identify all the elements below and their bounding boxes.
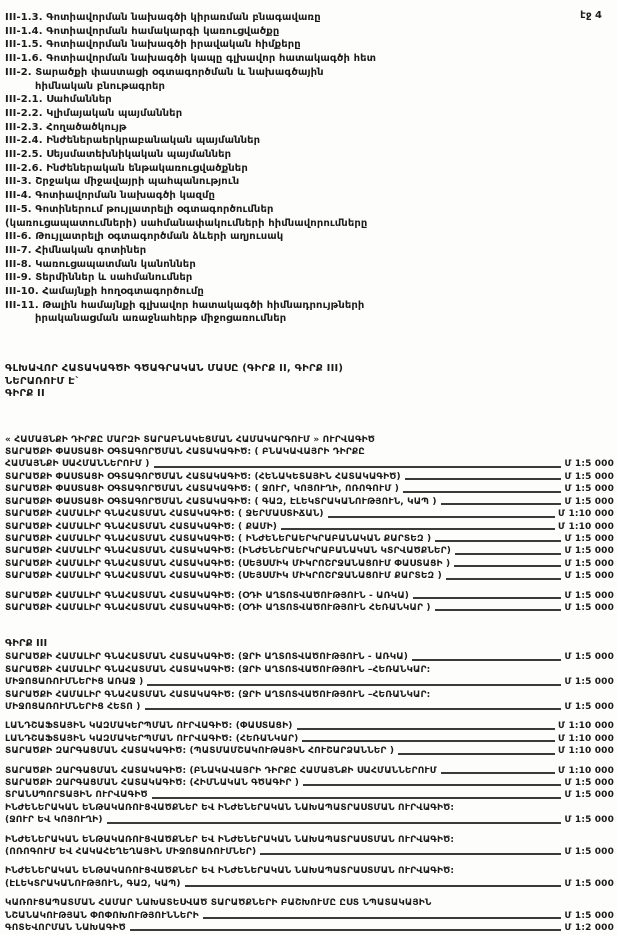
map-sheet-entry bbox=[5, 446, 614, 471]
map-sheet-title: ՏԱՐԱԾՔԻ ԶԱՐԳԱՑՄԱՆ ՀԱՏԱԿԱԳԻԾ: (ՊԱՏՄԱՄՇԱԿՈՒԹԱՅԻՆ ՀՈՒՇԱՐՁԱՆՆԵՐ ) bbox=[5, 746, 395, 757]
map-sheet-title: ՏԱՐԱԾՔԻ ՀԱՄԱԼԻՐ ԳՆԱՀԱՏՄԱՆ ՀԱՏԱԿԱԳԻԾ: (ՋՐԻ ԱՂՏՈՏՎԱԾՈՒԹՅՈՒՆ –ՀԵՌԱՆԿԱՐ: bbox=[5, 689, 431, 700]
table-of-contents bbox=[0, 0, 618, 326]
scale-label: Մ 1:5 000 bbox=[564, 471, 614, 482]
toc-line: (կառուցապատումների) սահմանափակումների հիմնավորումները bbox=[5, 217, 368, 229]
map-sheet-entry bbox=[5, 434, 614, 446]
scale-label: Մ 1:5 000 bbox=[564, 602, 614, 613]
scale-label: Մ 1:5 000 bbox=[564, 571, 614, 582]
book3-heading: ԳԻՐՔ III bbox=[5, 638, 48, 650]
toc-line: հիմնական բնութագրեր bbox=[35, 80, 166, 92]
toc-line: III-11. Թալին համայնքի գլխավոր հատակագծի հիմնադրույթների bbox=[5, 299, 365, 311]
map-sheet-title-continued: ՆՇԱՆԱԿՈՒԹՅԱՆ ՓՈՓՈԽՈՒԹՅՈՒՆՆԵՐԻ bbox=[5, 910, 199, 921]
toc-line: III-1.6. Գոտիավորման նախագծի կապը գլխավոր հատակագծի հետ bbox=[5, 53, 377, 65]
map-sheet-title: ՏՐԱՆՍՊՈՐՏԱՅԻՆ ՈՒՐՎԱԳԻԾ bbox=[5, 790, 148, 801]
map-sheet-entry bbox=[5, 922, 614, 934]
scale-label: Մ 1:5 000 bbox=[564, 459, 614, 470]
map-sheet-entry bbox=[5, 570, 614, 582]
map-sheet-title: ՏԱՐԱԾՔԻ ՀԱՄԱԼԻՐ ԳՆԱՀԱՏՄԱՆ ՀԱՏԱԿԱԳԻԾ: (ՕԴԻ ԱՂՏՈՏՎԱԾՈՒԹՅՈՒՆ ՀԵՌԱՆԿԱՐ ) bbox=[5, 602, 431, 613]
map-sheet-title: ԿԱՌՈՒՑԱՊԱՏՄԱՆ ՀԱՄԱՐ ՆԱԽԱՏԵՍՎԱԾ ՏԱՐԱԾՔՆԵՐԻ ԲԱՇԽՈՒՄԸ ԸՍՏ ՆՊԱՏԱԿԱՅԻՆ bbox=[5, 898, 432, 909]
map-sheet-entry bbox=[5, 496, 614, 508]
toc-line: III-4. Գոտիավորման նախագծի կազմը bbox=[5, 190, 216, 202]
toc-line: III-7. Հիմնական գոտիներ bbox=[5, 244, 147, 256]
toc-line: III-2. Տարածքի փաստացի օգտագործման և նախագծային bbox=[5, 66, 324, 78]
scale-label: Մ 1:2 000 bbox=[564, 923, 614, 934]
map-sheet-entry bbox=[5, 545, 614, 557]
book2-heading: ԳԻՐՔ II bbox=[5, 388, 45, 400]
map-sheet-entry bbox=[5, 834, 614, 859]
map-sheet-title: ՏԱՐԱԾՔԻ ՀԱՄԱԼԻՐ ԳՆԱՀԱՏՄԱՆ ՀԱՏԱԿԱԳԻԾ: ( ԻՆԺԵՆԵՐԱԵՐԿՐԱԲԱՆԱԿԱՆ ՔԱՐՏԵԶ ) bbox=[5, 533, 432, 544]
map-sheet-entry bbox=[5, 483, 614, 495]
map-sheet-entry bbox=[5, 508, 614, 520]
scale-label: Մ 1:5 000 bbox=[564, 484, 614, 495]
map-sheet-title: ԻՆԺԵՆԵՐԱԿԱՆ ԵՆԹԱԿԱՌՈՒՑՎԱԾՔՆԵՐ ԵՎ ԻՆԺԵՆԵՐԱԿԱՆ ՆԱԽԱՊԱՏՐԱՍՏՄԱՆ ՈՒՐՎԱԳԻԾ: bbox=[5, 802, 455, 813]
map-sheet-entry bbox=[5, 897, 614, 922]
map-sheet-title: ՏԱՐԱԾՔԻ ՀԱՄԱԼԻՐ ԳՆԱՀԱՏՄԱՆ ՀԱՏԱԿԱԳԻԾ: (ՕԴԻ ԱՂՏՈՏՎԱԾՈՒԹՅՈՒՆ - ԱՌԿԱ) bbox=[5, 590, 410, 601]
toc-line: III-6. Թույլատրելի օգտագործման ձևերի աղյուսակ bbox=[5, 231, 284, 243]
dash-leader bbox=[412, 659, 561, 661]
map-sheet-entry bbox=[5, 558, 614, 570]
map-sheet-title-continued: (ՈՌՈԳՈՒՄ ԵՎ ՀԱԿԱՀԵՂԵՂԱՅԻՆ ՄԻՋՈՑԱՌՈՒՄՆԵՐ) bbox=[5, 847, 257, 858]
scale-label: Մ 1:5 000 bbox=[564, 790, 614, 801]
dash-leader bbox=[435, 609, 562, 611]
map-sheet-entry bbox=[5, 533, 614, 545]
dash-leader bbox=[435, 540, 561, 542]
scale-label: Մ 1:10 000 bbox=[558, 733, 614, 744]
map-sheet-title: « ՀԱՄԱՅՆՔԻ ԴԻՐՔԸ ՄԱՐԶԻ ՏԱՐԱԲՆԱԿԵՑՄԱՆ ՀԱՄԱԿԱՐԳՈՒՄ » ՈՒՐՎԱԳԻԾ bbox=[5, 434, 376, 445]
toc-line: III-2.1. Սահմաններ bbox=[5, 94, 112, 106]
map-sheet-title: ԼԱՆԴՇԱՖՏԱՅԻՆ ԿԱԶՄԱԿԵՐՊՄԱՆ ՈՒՐՎԱԳԻԾ: (ՀԵՌԱՆԿԱՐ) bbox=[5, 733, 299, 744]
toc-line: III-10. Համայնքի հողօգտագործումը bbox=[5, 286, 204, 298]
map-sheet-title: ՏԱՐԱԾՔԻ ՓԱՍՏԱՑԻ ՕԳՏԱԳՈՐԾՄԱՆ ՀԱՏԱԿԱԳԻԾ: (ՀԵՆԱԿԵՏԱՅԻՆ ՀԱՏԱԿԱԳԻԾ) bbox=[5, 471, 401, 482]
map-sheet-title: ՏԱՐԱԾՔԻ ՀԱՄԱԼԻՐ ԳՆԱՀԱՏՄԱՆ ՀԱՏԱԿԱԳԻԾ: ( ՔԱՄԻ) bbox=[5, 521, 278, 532]
book2-map-sheet-list bbox=[5, 434, 614, 615]
scale-label: Մ 1:10 000 bbox=[558, 765, 614, 776]
dash-leader bbox=[303, 784, 561, 786]
map-sheet-entry bbox=[5, 689, 614, 714]
toc-line: III-3. Շրջակա միջավայրի պահպանություն bbox=[5, 176, 240, 188]
map-sheet-title: ՏԱՐԱԾՔԻ ՀԱՄԱԼԻՐ ԳՆԱՀԱՏՄԱՆ ՀԱՏԱԿԱԳԻԾ: ( ՋԵՐՄԱՍՏԻՃԱՆ) bbox=[5, 509, 324, 520]
toc-line: III-2.6. Ինժեներական ենթակառուցվածքներ bbox=[5, 162, 248, 174]
dash-leader bbox=[413, 597, 561, 599]
dash-leader bbox=[185, 885, 562, 887]
page-number: էջ 4 bbox=[580, 10, 602, 21]
scale-label: Մ 1:10 000 bbox=[558, 509, 614, 520]
map-sheet-title: ՏԱՐԱԾՔԻ ՀԱՄԱԼԻՐ ԳՆԱՀԱՏՄԱՆ ՀԱՏԱԿԱԳԻԾ: (ՋՐԻ ԱՂՏՈՏՎԱԾՈՒԹՅՈՒՆ –ՀԵՌԱՆԿԱՐ: bbox=[5, 664, 431, 675]
map-sheet-entry bbox=[5, 802, 614, 827]
map-sheet-entry bbox=[5, 471, 614, 483]
dash-leader bbox=[203, 917, 562, 919]
toc-line: III-2.3. Հողածածկույթ bbox=[5, 121, 127, 133]
dash-leader bbox=[455, 553, 561, 555]
dash-leader bbox=[328, 516, 555, 518]
map-sheet-title-continued: ՄԻՋՈՑԱՌՈՒՄՆԵՐԻՑ ԱՌԱՋ ) bbox=[5, 677, 144, 688]
dash-leader bbox=[446, 578, 562, 580]
scale-label: Մ 1:5 000 bbox=[564, 815, 614, 826]
book3-map-sheet-list bbox=[5, 651, 614, 934]
scale-label: Մ 1:5 000 bbox=[564, 533, 614, 544]
includes-label: ՆԵՐԱՌՈՒՄ Է` bbox=[5, 375, 81, 387]
scale-label: Մ 1:5 000 bbox=[564, 701, 614, 712]
dash-leader bbox=[302, 740, 555, 742]
map-sheet-title: ՏԱՐԱԾՔԻ ՓԱՍՏԱՑԻ ՕԳՏԱԳՈՐԾՄԱՆ ՀԱՏԱԿԱԳԻԾ: ( ԳԱԶ, ԷԼԵԿՏՐԱԿԱՆՈՒԹՅՈՒՆ, ԿԱՊ ) bbox=[5, 496, 437, 507]
map-sheet-entry bbox=[5, 521, 614, 533]
scale-label: Մ 1:5 000 bbox=[564, 847, 614, 858]
map-sheet-entry bbox=[5, 651, 614, 663]
dash-leader bbox=[398, 753, 555, 755]
map-sheet-entry bbox=[5, 720, 614, 732]
dash-leader bbox=[152, 797, 562, 799]
map-sheet-title-continued: (ԷԼԵԿՏՐԱԿԱՆՈՒԹՅՈՒՆ, ԳԱԶ, ԿԱՊ) bbox=[5, 878, 181, 889]
map-sheet-entry bbox=[5, 733, 614, 745]
scale-label: Մ 1:5 000 bbox=[564, 558, 614, 569]
map-sheet-title: ԻՆԺԵՆԵՐԱԿԱՆ ԵՆԹԱԿԱՌՈՒՑՎԱԾՔՆԵՐ ԵՎ ԻՆԺԵՆԵՐԱԿԱՆ ՆԱԽԱՊԱՏՐԱՍՏՄԱՆ ՈՒՐՎԱԳԻԾ: bbox=[5, 866, 455, 877]
map-sheet-title: ՏԱՐԱԾՔԻ ՀԱՄԱԼԻՐ ԳՆԱՀԱՏՄԱՆ ՀԱՏԱԿԱԳԻԾ: (ՍԵՅՍՄԻԿ ՄԻԿՐՈՇՐՋԱՆԱՑՈՒՄ ՔԱՐՏԵԶ ) bbox=[5, 571, 442, 582]
map-sheet-entry bbox=[5, 590, 614, 602]
dash-leader bbox=[154, 466, 562, 468]
toc-line: III-5. Գոտիներում թույլատրելի օգտագործումներ bbox=[5, 203, 274, 215]
dash-leader bbox=[441, 503, 562, 505]
map-sheet-title: ՏԱՐԱԾՔԻ ԶԱՐԳԱՑՄԱՆ ՀԱՏԱԿԱԳԻԾ: (ԲՆԱԿԱՎԱՅՐԻ ԴԻՐՔԸ ՀԱՄԱՅՆՔԻ ՍԱՀՄԱՆՆԵՐՈՒՄ bbox=[5, 765, 437, 776]
map-sheet-title: ՏԱՐԱԾՔԻ ՀԱՄԱԼԻՐ ԳՆԱՀԱՏՄԱՆ ՀԱՏԱԿԱԳԻԾ: (ԻՆԺԵՆԵՐԱԵՐԿՐԱԲԱՆԱԿԱՆ ԿՏՐՎԱԾՔՆԵՐ) bbox=[5, 546, 452, 557]
scale-label: Մ 1:5 000 bbox=[564, 496, 614, 507]
toc-line: III-8. Կառուցապատման կանոններ bbox=[5, 258, 196, 270]
map-sheet-entry bbox=[5, 777, 614, 789]
map-sheet-title: ՏԱՐԱԾՔԻ ՓԱՍՏԱՑԻ ՕԳՏԱԳՈՐԾՄԱՆ ՀԱՏԱԿԱԳԻԾ: ( ԲՆԱԿԱՎԱՅՐԻ ԴԻՐՔԸ bbox=[5, 447, 365, 458]
scale-label: Մ 1:10 000 bbox=[558, 521, 614, 532]
dash-leader bbox=[405, 478, 562, 480]
map-sheet-title-continued: (ՋՈՒՐ ԵՎ ԿՈՅՈՒՂԻ) bbox=[5, 815, 103, 826]
toc-line: III-9. Տերմիններ և սահմանումներ bbox=[5, 272, 193, 284]
scale-label: Մ 1:5 000 bbox=[564, 652, 614, 663]
toc-line: իրականացման առաջնահերթ միջոցառումներ bbox=[35, 313, 287, 325]
map-sheet-title: ԼԱՆԴՇԱՖՏԱՅԻՆ ԿԱԶՄԱԿԵՐՊՄԱՆ ՈՒՐՎԱԳԻԾ: (ՓԱՍՏԱՑԻ) bbox=[5, 721, 293, 732]
graphic-part-title: ԳԼԽԱՎՈՐ ՀԱՏԱԿԱԳԾԻ ԳԾԱԳՐԱԿԱՆ ՄԱՍԸ (ԳԻՐՔ II, ԳԻՐՔ III) bbox=[5, 363, 344, 375]
map-sheet-title: ՏԱՐԱԾՔԻ ԶԱՐԳԱՑՄԱՆ ՀԱՏԱԿԱԳԻԾ: (ՀԻՄՆԱԿԱՆ ԳԾԱԳԻՐ ) bbox=[5, 778, 300, 789]
toc-line: III-2.2. Կլիմայական պայմաններ bbox=[5, 107, 183, 119]
map-sheet-entry bbox=[5, 664, 614, 689]
dash-leader bbox=[130, 929, 562, 931]
dash-leader bbox=[281, 528, 555, 530]
dash-leader bbox=[260, 853, 561, 855]
map-sheet-title: ՏԱՐԱԾՔԻ ՓԱՍՏԱՑԻ ՕԳՏԱԳՈՐԾՄԱՆ ՀԱՏԱԿԱԳԻԾ: ( ՋՈՒՐ, ԿՈՅՈՒՂԻ, ՈՌՈԳՈՒՄ ) bbox=[5, 484, 400, 495]
dash-leader bbox=[403, 491, 561, 493]
map-sheet-entry bbox=[5, 602, 614, 614]
dash-leader bbox=[441, 772, 555, 774]
dash-leader bbox=[454, 565, 561, 567]
map-sheet-title-continued: ՀԱՄԱՅՆՔԻ ՍԱՀՄԱՆՆԵՐՈՒՄ ) bbox=[5, 459, 150, 470]
scale-label: Մ 1:10 000 bbox=[558, 746, 614, 757]
scale-label: Մ 1:5 000 bbox=[564, 546, 614, 557]
scale-label: Մ 1:5 000 bbox=[564, 878, 614, 889]
scale-label: Մ 1:10 000 bbox=[558, 721, 614, 732]
scale-label: Մ 1:5 000 bbox=[564, 677, 614, 688]
toc-line: III-1.5. Գոտիավորման նախագծի իրավական հիմքերը bbox=[5, 39, 301, 51]
map-sheet-entry bbox=[5, 789, 614, 801]
map-sheet-entry bbox=[5, 865, 614, 890]
map-sheet-title-continued: ՄԻՋՈՑԱՌՈՒՄՆԵՐԻՑ ՀԵՏՈ ) bbox=[5, 701, 141, 712]
dash-leader bbox=[297, 728, 556, 730]
dash-leader bbox=[107, 822, 562, 824]
toc-line: III-1.4. Գոտիավորման համակարգի կառուցվածքը bbox=[5, 25, 280, 37]
scale-label: Մ 1:5 000 bbox=[564, 778, 614, 789]
toc-line: III-1.3. Գոտիավորման նախագծի կիրառման բնագավառը bbox=[5, 12, 321, 23]
scale-label: Մ 1:5 000 bbox=[564, 910, 614, 921]
scale-label: Մ 1:5 000 bbox=[564, 590, 614, 601]
map-sheet-entry bbox=[5, 745, 614, 757]
dash-leader bbox=[147, 684, 561, 686]
map-sheet-title: ԳՈՏԵՎՈՐՄԱՆ ՆԱԽԱԳԻԾ bbox=[5, 923, 126, 934]
graphic-part-heading bbox=[5, 363, 618, 401]
dash-leader bbox=[145, 708, 562, 710]
map-sheet-entry bbox=[5, 765, 614, 777]
map-sheet-title: ՏԱՐԱԾՔԻ ՀԱՄԱԼԻՐ ԳՆԱՀԱՏՄԱՆ ՀԱՏԱԿԱԳԻԾ: (ՋՐԻ ԱՂՏՈՏՎԱԾՈՒԹՅՈՒՆ - ԱՌԿԱ) bbox=[5, 652, 409, 663]
map-sheet-title: ԻՆԺԵՆԵՐԱԿԱՆ ԵՆԹԱԿԱՌՈՒՑՎԱԾՔՆԵՐ ԵՎ ԻՆԺԵՆԵՐԱԿԱՆ ՆԱԽԱՊԱՏՐԱՍՏՄԱՆ ՈՒՐՎԱԳԻԾ: bbox=[5, 834, 455, 845]
toc-line: III-2.4. Ինժեներաերկրաբանական պայմաններ bbox=[5, 135, 261, 147]
toc-line: III-2.5. Սեյսմատեխնիկական պայմաններ bbox=[5, 149, 232, 161]
map-sheet-title: ՏԱՐԱԾՔԻ ՀԱՄԱԼԻՐ ԳՆԱՀԱՏՄԱՆ ՀԱՏԱԿԱԳԻԾ: (ՍԵՅՍՄԻԿ ՄԻԿՐՈՇՐՋԱՆԱՑՈՒՄ ՓԱՍՏԱՑԻ ) bbox=[5, 558, 451, 569]
